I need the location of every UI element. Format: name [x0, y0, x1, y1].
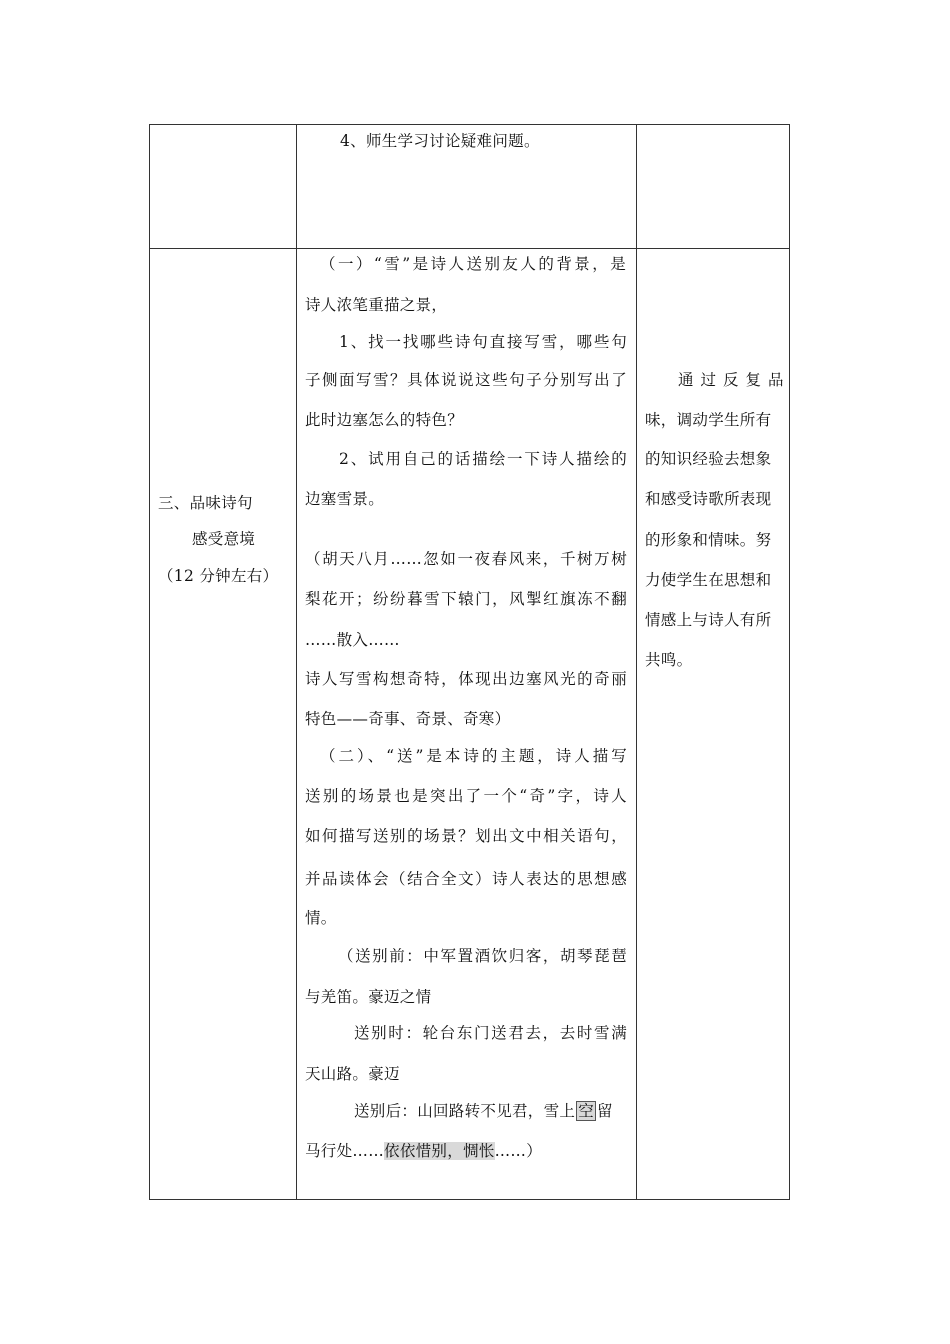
intent-line8: 共鸣。: [645, 651, 693, 669]
content-p3-line1: 2、试用自己的话描绘一下诗人描绘的: [339, 450, 627, 468]
table-row-divider: [149, 248, 790, 249]
table-border-right: [789, 124, 790, 1200]
content-p9-line2-text: 马行处……: [305, 1142, 385, 1160]
content-p7-line2: 与羌笛。豪迈之情: [305, 988, 432, 1006]
content-p9-line2: [305, 1141, 542, 1161]
table-divider-2: [636, 124, 637, 1200]
intent-line1: 通过反复品: [678, 371, 791, 389]
content-p7-line1: （送别前：中军置酒饮归客，胡琴琵琶: [338, 947, 627, 965]
content-p6-line2: 送别的场景也是突出了一个“奇”字，诗人: [305, 787, 627, 805]
content-p9-line1-end: 留: [597, 1102, 613, 1120]
table-border-bottom: [149, 1199, 790, 1200]
table-divider-1: [296, 124, 297, 1200]
content-p2-line2: 子侧面写雪？具体说说这些句子分别写出了: [305, 371, 627, 389]
content-p4-line2: 梨花开；纷纷暮雪下辕门，风掣红旗冻不翻: [305, 590, 627, 608]
highlighted-char: 空: [578, 1102, 595, 1120]
content-p4-line3: ……散入……: [305, 631, 400, 649]
content-p5-line1: 诗人写雪构想奇特，体现出边塞风光的奇丽: [305, 670, 627, 688]
intent-line7: 情感上与诗人有所: [645, 611, 772, 629]
content-p9-line1-text: 送别后：山回路转不见君，雪上: [354, 1102, 576, 1120]
section-title: 三、品味诗句: [158, 494, 253, 512]
content-p2-line1: 1、找一找哪些诗句直接写雪，哪些句: [339, 333, 627, 351]
content-p6-line1: （二）、“送”是本诗的主题，诗人描写: [320, 747, 627, 765]
intent-line4: 和感受诗歌所表现: [645, 490, 772, 508]
intent-line3: 的知识经验去想象: [645, 450, 772, 468]
content-p4-line1: （胡天八月……忽如一夜春风来，千树万树: [305, 550, 627, 568]
section-subtitle: 感受意境: [192, 530, 256, 548]
content-p9-line2-end: ……）: [494, 1142, 543, 1160]
table-border-left: [149, 124, 150, 1200]
content-p1-line2: 诗人浓笔重描之景，: [305, 296, 448, 314]
section-duration: （12 分钟左右）: [158, 567, 279, 585]
content-p3-line2: 边塞雪景。: [305, 490, 385, 508]
content-p6-line4: 并品读体会（结合全文）诗人表达的思想感: [305, 870, 627, 888]
content-p5-line2: 特色——奇事、奇景、奇寒）: [305, 710, 511, 728]
content-p2-line3: 此时边塞怎么的特色？: [305, 411, 464, 429]
row1-content: 4、师生学习讨论疑难问题。: [340, 132, 540, 150]
table-border-top: [149, 124, 790, 125]
content-p8-line1: 送别时：轮台东门送君去，去时雪满: [354, 1024, 627, 1042]
content-p9-line1: [354, 1101, 613, 1121]
content-p1-line1: （一）“雪”是诗人送别友人的背景，是: [320, 255, 626, 273]
intent-line5: 的形象和情味。努: [645, 531, 772, 549]
content-p6-line5: 情。: [305, 909, 337, 927]
intent-line2: 味，调动学生所有: [645, 411, 772, 429]
content-p8-line2: 天山路。豪迈: [305, 1065, 400, 1083]
highlighted-phrase: 依依惜别，惆怅: [384, 1142, 495, 1160]
content-p6-line3: 如何描写送别的场景？划出文中相关语句，: [305, 827, 627, 845]
intent-line6: 力使学生在思想和: [645, 571, 772, 589]
